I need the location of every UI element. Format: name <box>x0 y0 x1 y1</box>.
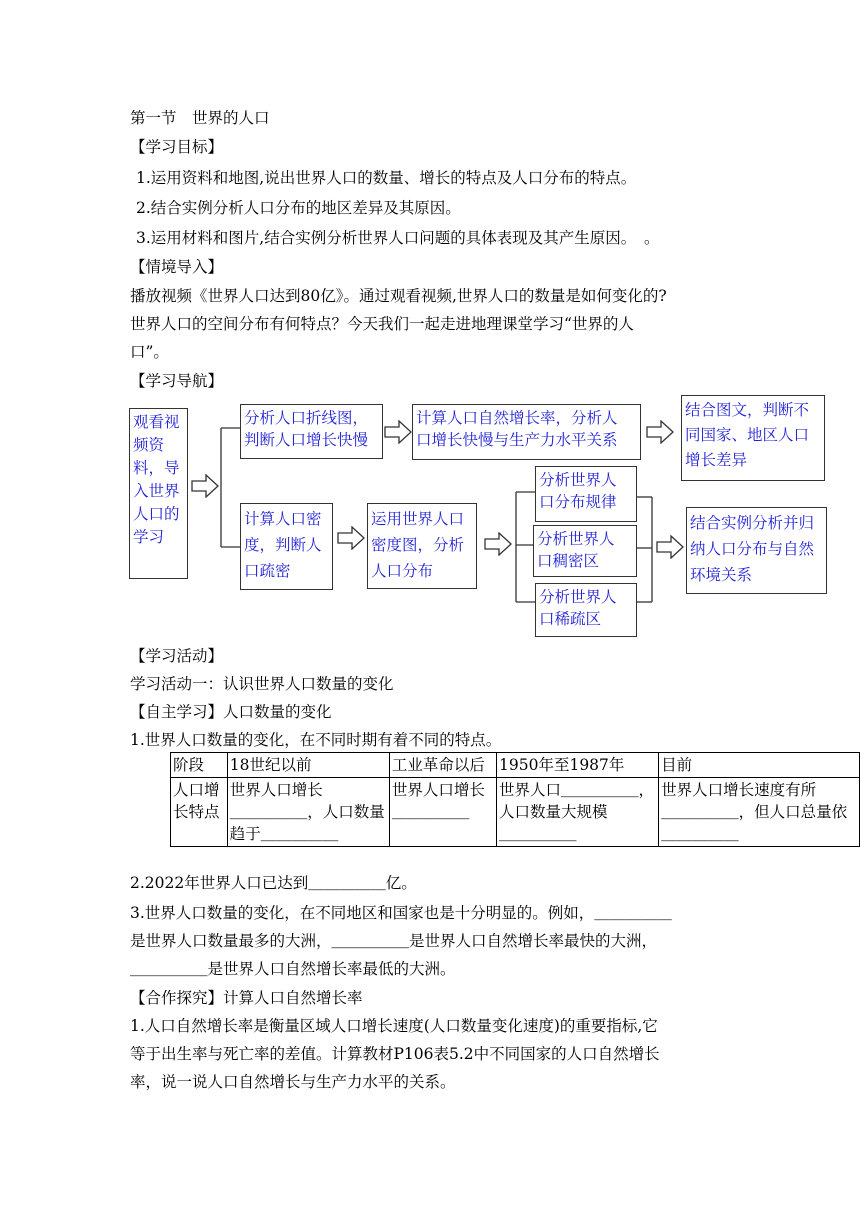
activity-header: 【学习活动】 <box>130 647 224 665</box>
table-cell: 世界人口增长速度有所 ＿＿＿＿＿，但人口总量依 ＿＿＿＿＿ <box>659 778 860 847</box>
table-header: 1950年至1987年 <box>497 753 659 778</box>
flow-box-growth-rate: 计算人口自然增长率，分析人 口增长快慢与生产力水平关系 <box>412 404 641 460</box>
table-cell: 世界人口＿＿＿＿＿， 人口数量大规模 ＿＿＿＿＿ <box>497 778 659 847</box>
right-arrow-icon <box>337 526 365 550</box>
flow-box-nature-relation: 结合实例分析并归 纳人口分布与自然 环境关系 <box>686 507 827 594</box>
activity-title: 学习活动一：认识世界人口数量的变化 <box>130 675 394 693</box>
table-row <box>171 778 860 847</box>
table-header: 阶段 <box>171 753 228 778</box>
intro-header: 【情境导入】 <box>130 258 224 276</box>
population-stage-table <box>170 752 860 847</box>
flow-box-regional-difference: 结合图文，判断不 同国家、地区人口 增长差异 <box>681 395 825 481</box>
flow-box-distribution-pattern: 分析世界人 口分布规律 <box>535 466 637 522</box>
flow-box-sparse-area: 分析世界人 口稀疏区 <box>535 583 637 637</box>
goal-item: 1.运用资料和地图,说出世界人口的数量、增长的特点及人口分布的特点。 <box>136 169 637 187</box>
flow-box-density-map: 运用世界人口 密度图，分析 人口分布 <box>367 503 477 589</box>
table-cell: 世界人口增长 ＿＿＿＿＿ <box>389 778 496 847</box>
question-3-line: 是世界人口数量最多的大洲，＿＿＿＿＿是世界人口自然增长率最快的大洲， <box>130 932 658 950</box>
flow-box-line-chart: 分析人口折线图， 判断人口增长快慢 <box>240 404 383 459</box>
right-arrow-icon <box>646 420 674 444</box>
question-2: 2.2022年世界人口已达到＿＿＿＿＿亿。 <box>130 874 417 892</box>
goal-item: 3.运用材料和图片,结合实例分析世界人口问题的具体表现及其产生原因。 。 <box>136 229 660 247</box>
self-study-header: 【自主学习】人口数量的变化 <box>130 703 332 721</box>
question-1: 1.世界人口数量的变化，在不同时期有着不同的特点。 <box>130 731 502 749</box>
flow-box-dense-area: 分析世界人 口稠密区 <box>533 525 637 577</box>
intro-line: 世界人口的空间分布有何特点？今天我们一起走进地理课堂学习“世界的人 <box>130 315 634 333</box>
intro-line: 播放视频《世界人口达到80亿》。通过观看视频,世界人口的数量是如何变化的? <box>130 287 667 305</box>
table-header: 目前 <box>659 753 860 778</box>
coop-line: 率，说一说人口自然增长与生产力水平的关系。 <box>130 1073 456 1091</box>
coop-line: 1.人口自然增长率是衡量区域人口增长速度(人口数量变化速度)的重要指标,它 <box>130 1017 658 1035</box>
flow-start-box: 观看视 频资 料，导 入世界 人口的 学习 <box>129 408 188 579</box>
table-cell: 世界人口增长 ＿＿＿＿＿，人口数量 趋于＿＿＿＿＿ <box>227 778 389 847</box>
nav-header: 【学习导航】 <box>130 372 224 390</box>
right-arrow-icon <box>191 474 219 498</box>
section-title: 第一节 世界的人口 <box>130 109 270 127</box>
table-row <box>171 753 860 778</box>
right-arrow-icon <box>484 532 512 556</box>
coop-header: 【合作探究】计算人口自然增长率 <box>130 989 363 1007</box>
goal-item: 2.结合实例分析人口分布的地区差异及其原因。 <box>136 199 461 217</box>
right-arrow-icon <box>656 535 684 559</box>
coop-line: 等于出生率与死亡率的差值。计算教材P106表5.2中不同国家的人口自然增长 <box>130 1045 660 1063</box>
table-header: 工业革命以后 <box>389 753 496 778</box>
question-3-line: 3.世界人口数量的变化，在不同地区和国家也是十分明显的。例如，＿＿＿＿＿ <box>130 904 672 922</box>
table-cell: 人口增 长特点 <box>171 778 228 847</box>
goals-header: 【学习目标】 <box>130 138 224 156</box>
intro-line: 口”。 <box>130 343 169 361</box>
right-arrow-icon <box>384 420 412 444</box>
flow-box-density: 计算人口密 度，判断人 口疏密 <box>240 503 333 590</box>
table-header: 18世纪以前 <box>227 753 389 778</box>
question-3-line: ＿＿＿＿＿是世界人口自然增长率最低的大洲。 <box>130 960 456 978</box>
